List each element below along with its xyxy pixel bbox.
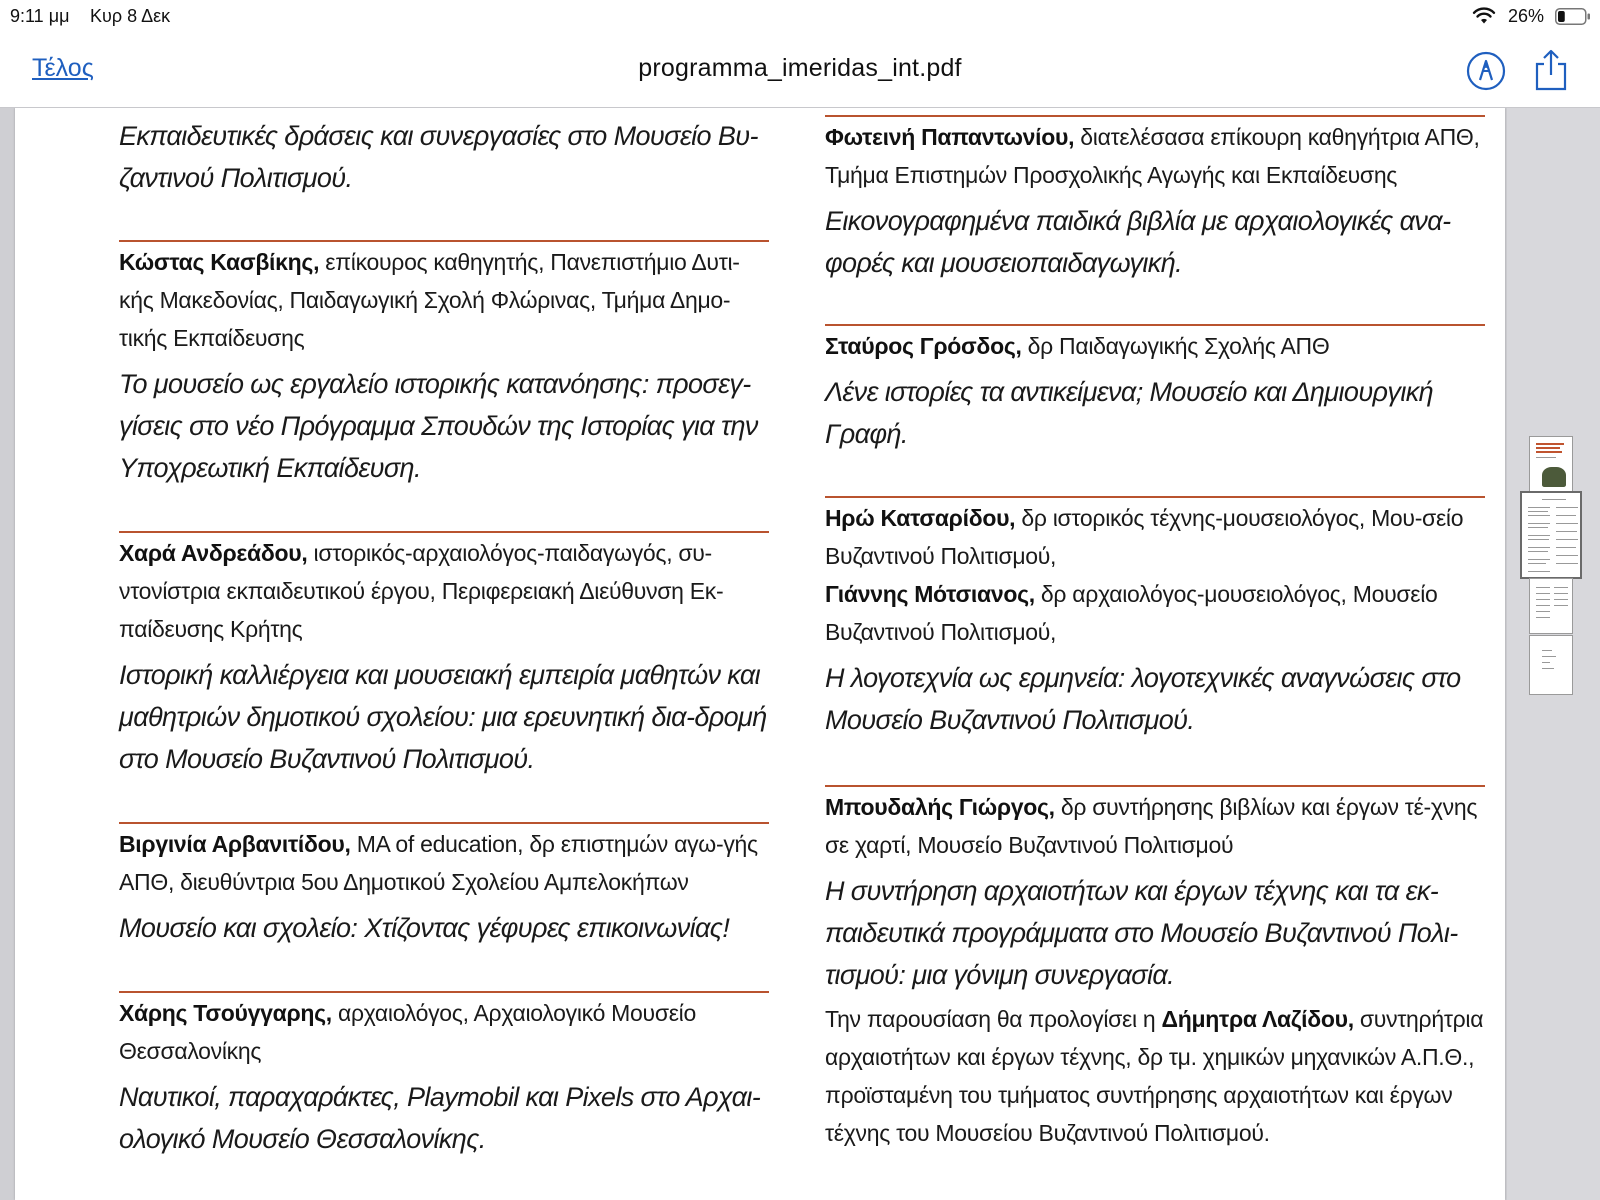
talk-title: Η λογοτεχνία ως ερμηνεία: λογοτεχνικές αναγνώσεις στο Μουσείο Βυζαντινού Πολιτισμού. [825, 663, 1461, 735]
section-divider [119, 531, 769, 533]
section-divider [119, 822, 769, 824]
speaker-name: Χάρης Τσούγγαρης, [119, 1000, 332, 1026]
talk-title: Μουσείο και σχολείο: Χτίζοντας γέφυρες επικοινωνίας! [119, 913, 730, 943]
battery-percentage: 26% [1508, 6, 1545, 26]
document-viewer[interactable] [0, 108, 1600, 1200]
speaker-entry [119, 822, 769, 949]
thumbnail-sidebar [1507, 108, 1600, 1200]
talk-title: Ιστορική καλλιέργεια και μουσειακή εμπειρία μαθητών και μαθητριών δημοτικού σχολείου: μια ερευνητική δια-δρομή στο Μουσείο Βυζαντινού Πολιτισμού. [119, 660, 767, 774]
speaker-name: Φωτεινή Παπαντωνίου, [825, 124, 1075, 150]
speaker-affiliation: επίκουρος καθηγητής, Πανεπιστήμιο Δυτι-κής Μακεδονίας, Παιδαγωγική Σχολή Φλώρινας, Τμήμα Δημο-τικής Εκπαίδευσης [119, 249, 740, 351]
section-divider [825, 496, 1485, 498]
talk-title: Λένε ιστορίες τα αντικείμενα; Μουσείο και Δημιουργική Γραφή. [825, 377, 1434, 449]
section-divider [119, 991, 769, 993]
speaker-entry [119, 991, 769, 1160]
pdf-page [15, 108, 1505, 1200]
page-thumbnail-4[interactable] [1529, 635, 1573, 695]
section-divider [825, 324, 1485, 326]
talk-title: Εικονογραφημένα παιδικά βιβλία με αρχαιολογικές ανα-φορές και μουσειοπαιδαγωγική. [825, 206, 1451, 278]
speaker-info [119, 534, 769, 648]
speaker-name: Βιργινία Αρβανιτίδου, [119, 831, 351, 857]
closing-note [825, 1000, 1485, 1152]
battery-icon [1555, 8, 1591, 25]
speaker-affiliation: MA of education, δρ επιστημών αγω-γής ΑΠΘ, διευθύντρια 5ου Δημοτικού Σχολείου Αμπελοκήπων [119, 831, 758, 895]
closing-text: συντηρήτρια αρχαιοτήτων και έργων τέχνης, δρ τμ. χημικών μηχανικών Α.Π.Θ., προϊσταμένη του τμήματος συντήρησης αρχαιοτήτων και έργων τέχνης του Μουσείου Βυζαντινού Πολιτισμού. [825, 1006, 1484, 1146]
status-time: 9:11 μμ [10, 6, 70, 26]
speaker-entry [825, 115, 1485, 284]
speaker-info [825, 327, 1485, 365]
talk-title: Εκπαιδευτικές δράσεις και συνεργασίες στο Μουσείο Βυ-ζαντινού Πολιτισμού. [119, 121, 758, 193]
speaker-affiliation: δρ αρχαιολόγος-μουσειολόγος, Μουσείο Βυζαντινού Πολιτισμού, [825, 581, 1438, 645]
speaker-entry [825, 324, 1485, 455]
page-thumbnail-3[interactable] [1529, 578, 1573, 634]
markup-pen-icon[interactable] [1466, 51, 1506, 91]
talk-title: Το μουσείο ως εργαλείο ιστορικής κατανόησης: προσεγ-γίσεις στο νέο Πρόγραμμα Σπουδών της Ιστορίας για την Υποχρεωτική Εκπαίδευση. [119, 369, 758, 483]
speaker-name: Χαρά Ανδρεάδου, [119, 540, 308, 566]
section-divider [825, 785, 1485, 787]
section-divider [119, 240, 769, 242]
document-title: programma_imeridas_int.pdf [638, 54, 962, 82]
page-thumbnail-2[interactable] [1520, 491, 1582, 579]
status-date: Κυρ 8 Δεκ [90, 6, 171, 26]
talk-title: Η συντήρηση αρχαιοτήτων και έργων τέχνης και τα εκ-παιδευτικά προγράμματα στο Μουσείο Βυζαντινού Πολι-τισμού: μια γόνιμη συνεργασία. [825, 876, 1458, 990]
intro-talk-block [119, 115, 769, 199]
speaker-affiliation: διατελέσασα επίκουρη καθηγήτρια ΑΠΘ, Τμήμα Επιστημών Προσχολικής Αγωγής και Εκπαίδευσης [825, 124, 1480, 188]
share-icon[interactable] [1534, 48, 1568, 92]
speaker-name: Μπουδαλής Γιώργος, [825, 794, 1055, 820]
speaker-info [825, 788, 1485, 864]
speaker-affiliation: αρχαιολόγος, Αρχαιολογικό Μουσείο Θεσσαλονίκης [119, 1000, 696, 1064]
speaker-name: Κώστας Κασβίκης, [119, 249, 320, 275]
speaker-affiliation: δρ ιστορικός τέχνης-μουσειολόγος, Μου-σείο Βυζαντινού Πολιτισμού, [825, 505, 1464, 569]
speaker-name: Ηρώ Κατσαρίδου, [825, 505, 1016, 531]
speaker-entry [825, 496, 1485, 741]
done-button[interactable]: Τέλος [32, 54, 94, 82]
wifi-icon [1472, 7, 1496, 25]
speaker-info [119, 994, 769, 1070]
speaker-info [119, 243, 769, 357]
speaker-name: Σταύρος Γρόσδος, [825, 333, 1022, 359]
page-thumbnail-1[interactable] [1529, 436, 1573, 492]
speaker-affiliation: δρ συντήρησης βιβλίων και έργων τέ-χνης σε χαρτί, Μουσείο Βυζαντινού Πολιτισμού [825, 794, 1478, 858]
speaker-info [825, 118, 1485, 194]
status-bar [0, 0, 1600, 34]
closing-text: Την παρουσίαση θα προλογίσει η [825, 1006, 1162, 1032]
speaker-entry [119, 240, 769, 489]
speaker-entry [825, 785, 1485, 1152]
speaker-entry [119, 531, 769, 780]
navigation-bar [0, 34, 1600, 108]
speaker-info [825, 499, 1485, 651]
speaker-name: Γιάννης Μότσιανος, [825, 581, 1035, 607]
speaker-affiliation: δρ Παιδαγωγικής Σχολής ΑΠΘ [1021, 333, 1330, 359]
speaker-affiliation: ιστορικός-αρχαιολόγος-παιδαγωγός, συ-ντονίστρια εκπαιδευτικού έργου, Περιφερειακή Διεύθυνση Εκ-παίδευσης Κρήτης [119, 540, 724, 642]
talk-title: Ναυτικοί, παραχαράκτες, Playmobil και Pixels στο Αρχαι-ολογικό Μουσείο Θεσσαλονίκης. [119, 1082, 761, 1154]
speaker-info [119, 825, 769, 901]
speaker-name: Δήμητρα Λαζίδου, [1161, 1006, 1354, 1032]
section-divider [825, 115, 1485, 117]
